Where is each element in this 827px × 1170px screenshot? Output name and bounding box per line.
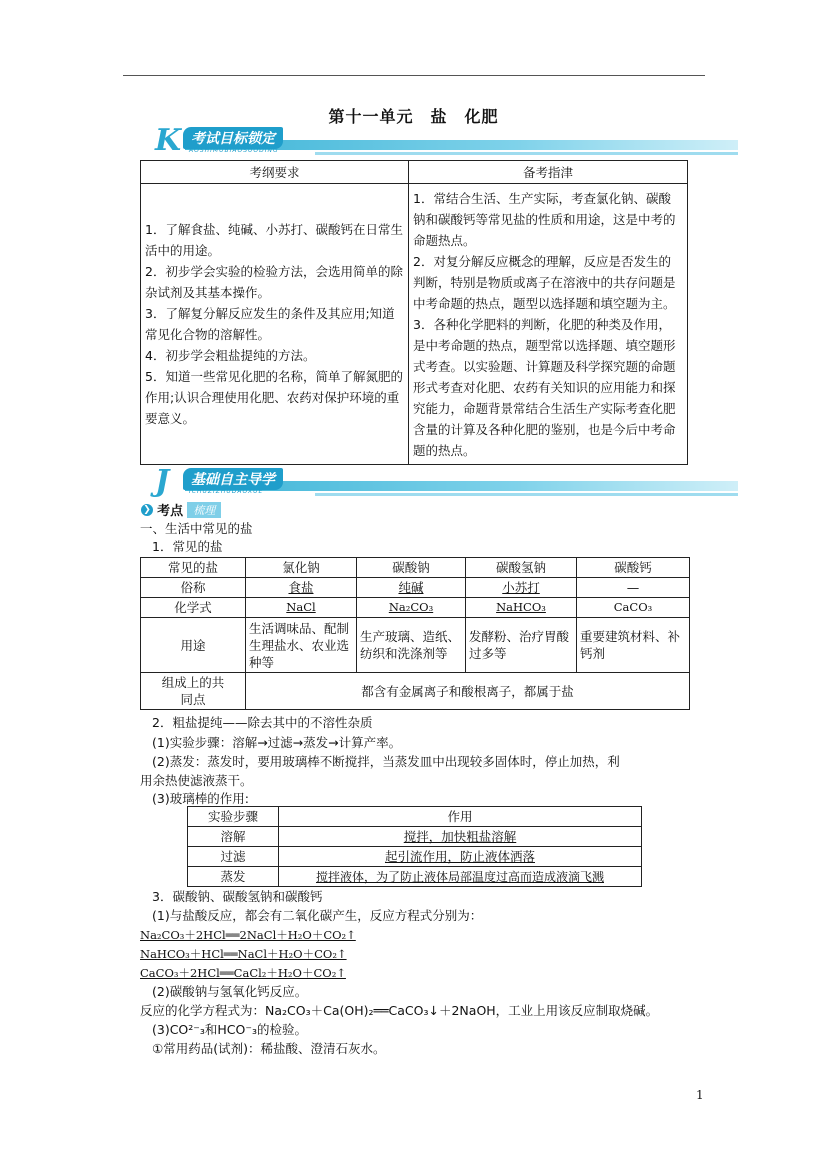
equation: NaHCO₃＋HCl══NaCl＋H₂O＋CO₂↑ — [140, 947, 347, 961]
table-cell: 溶解 — [188, 827, 279, 847]
page-title: 第十一单元 盐 化肥 — [328, 107, 499, 126]
guidance-cell: 1．常结合生活、生产实际，考查氯化钠、碳酸钠和碳酸钙等常见盐的性质和用途，这是中考的命题热点。 2．对复分解反应概念的理解，反应是否发生的判断，特别是物质或离子在溶液中的共存问题是中考命题的热点，题型以选择题和填空题为主。 3．各种化学肥料的判断，化肥的种类及作用，是中考命题的热点，题型常以选择题、填空题形式考查。以实验题、计算题及科学探究题的命题形式考查对化肥、农药有关知识的应用能力和探究能力，命题背景常结合生活生产实际考查化肥含量的计算及各种化肥的鉴别，也是今后中考命题的热点。 — [409, 184, 688, 465]
section-banner-basics — [155, 464, 738, 501]
table-cell: 作用 — [279, 807, 642, 827]
table-cell: 碳酸氢钠 — [466, 558, 577, 578]
table-cell: 食盐 — [246, 578, 357, 598]
paragraph: (1)与盐酸反应，都会有二氧化碳产生，反应方程式分别为： — [152, 908, 483, 923]
table-cell: 纯碱 — [357, 578, 466, 598]
paragraph: (1)实验步骤：溶解→过滤→蒸发→计算产率。 — [152, 735, 402, 750]
table-cell: 生产玻璃、造纸、纺织和洗涤剂等 — [357, 618, 466, 673]
kaodian-text: 考点 — [157, 504, 184, 519]
banner-subtitle: ICHUZIZHUDAOXUE — [189, 488, 264, 495]
subsection-heading: 3．碳酸钠、碳酸氢钠和碳酸钙 — [152, 889, 323, 904]
table-header: 考纲要求 — [141, 161, 409, 184]
subsection-heading: 1．常见的盐 — [152, 539, 223, 554]
table-header: 备考指津 — [409, 161, 688, 184]
table-cell: 实验步骤 — [188, 807, 279, 827]
banner-bar-thin — [315, 493, 738, 496]
table-cell: 都含有金属离子和酸根离子，都属于盐 — [246, 673, 690, 710]
table-cell: 小苏打 — [466, 578, 577, 598]
table-cell: 常见的盐 — [141, 558, 246, 578]
arrow-icon: ❯ — [141, 504, 153, 516]
banner-letter: J — [155, 464, 170, 499]
section-heading: 一、生活中常见的盐 — [140, 521, 253, 536]
equation: Na₂CO₃＋2HCl══2NaCl＋H₂O＋CO₂↑ — [140, 928, 356, 942]
paragraph: (3)CO²⁻₃和HCO⁻₃的检验。 — [152, 1022, 307, 1037]
table-cell: 搅拌，加快粗盐溶解 — [279, 827, 642, 847]
table-cell: NaCl — [246, 598, 357, 618]
table-cell: 俗称 — [141, 578, 246, 598]
glass-rod-table — [187, 806, 642, 887]
table-cell: 用途 — [141, 618, 246, 673]
paragraph: 用余热使滤液蒸干。 — [140, 773, 253, 788]
banner-title: 考试目标锁定 — [183, 127, 283, 149]
banner-title: 基础自主导学 — [183, 468, 283, 490]
paragraph: ①常用药品(试剂)：稀盐酸、澄清石灰水。 — [152, 1041, 386, 1056]
table-cell: — — [577, 578, 690, 598]
table-cell: 化学式 — [141, 598, 246, 618]
table-cell: 蒸发 — [188, 867, 279, 887]
paragraph: (2)碳酸钠与氢氧化钙反应。 — [152, 984, 308, 999]
header-rule — [123, 75, 705, 76]
table-cell: 搅拌液体，为了防止液体局部温度过高而造成液滴飞溅 — [279, 867, 642, 887]
table-cell: 生活调味品、配制生理盐水、农业选种等 — [246, 618, 357, 673]
equation: CaCO₃＋2HCl══CaCl₂＋H₂O＋CO₂↑ — [140, 966, 346, 980]
table-cell: 碳酸钠 — [357, 558, 466, 578]
exam-requirements-table — [140, 160, 688, 465]
banner-letter: K — [155, 123, 182, 158]
page-number: 1 — [696, 1088, 704, 1102]
table-cell: 组成上的共同点 — [141, 673, 246, 710]
table-cell: 碳酸钙 — [577, 558, 690, 578]
common-salts-table — [140, 557, 690, 710]
table-cell: 过滤 — [188, 847, 279, 867]
paragraph: 反应的化学方程式为：Na₂CO₃＋Ca(OH)₂══CaCO₃↓＋2NaOH，工业上用该反应制取烧碱。 — [140, 1003, 659, 1018]
table-cell: 重要建筑材料、补钙剂 — [577, 618, 690, 673]
table-cell: 氯化钠 — [246, 558, 357, 578]
subsection-heading: 2．粗盐提纯——除去其中的不溶性杂质 — [152, 715, 373, 730]
requirements-cell: 1．了解食盐、纯碱、小苏打、碳酸钙在日常生活中的用途。 2．初步学会实验的检验方法，会选用简单的除杂试剂及其基本操作。 3．了解复分解反应发生的条件及其应用;知道常见化合物的溶解性。 4．初步学会粗盐提纯的方法。 5．知道一些常见化肥的名称，简单了解氮肥的作用;认识合理使用化肥、农药对保护环境的重要意义。 — [141, 184, 409, 465]
table-cell: NaHCO₃ — [466, 598, 577, 618]
table-cell: Na₂CO₃ — [357, 598, 466, 618]
table-cell: CaCO₃ — [577, 598, 690, 618]
section-banner-exam-goals — [155, 123, 738, 160]
kaodian-label — [141, 500, 261, 519]
table-cell: 起引流作用，防止液体洒落 — [279, 847, 642, 867]
paragraph: (2)蒸发：蒸发时，要用玻璃棒不断搅拌，当蒸发皿中出现较多固体时，停止加热，利 — [152, 754, 620, 769]
banner-bar-thin — [315, 152, 738, 155]
banner-subtitle: AOSHIMUBIAOSUODING — [189, 147, 279, 154]
kaodian-tag: 梳理 — [187, 502, 221, 518]
paragraph: (3)玻璃棒的作用: — [152, 791, 249, 806]
table-cell: 发酵粉、治疗胃酸过多等 — [466, 618, 577, 673]
